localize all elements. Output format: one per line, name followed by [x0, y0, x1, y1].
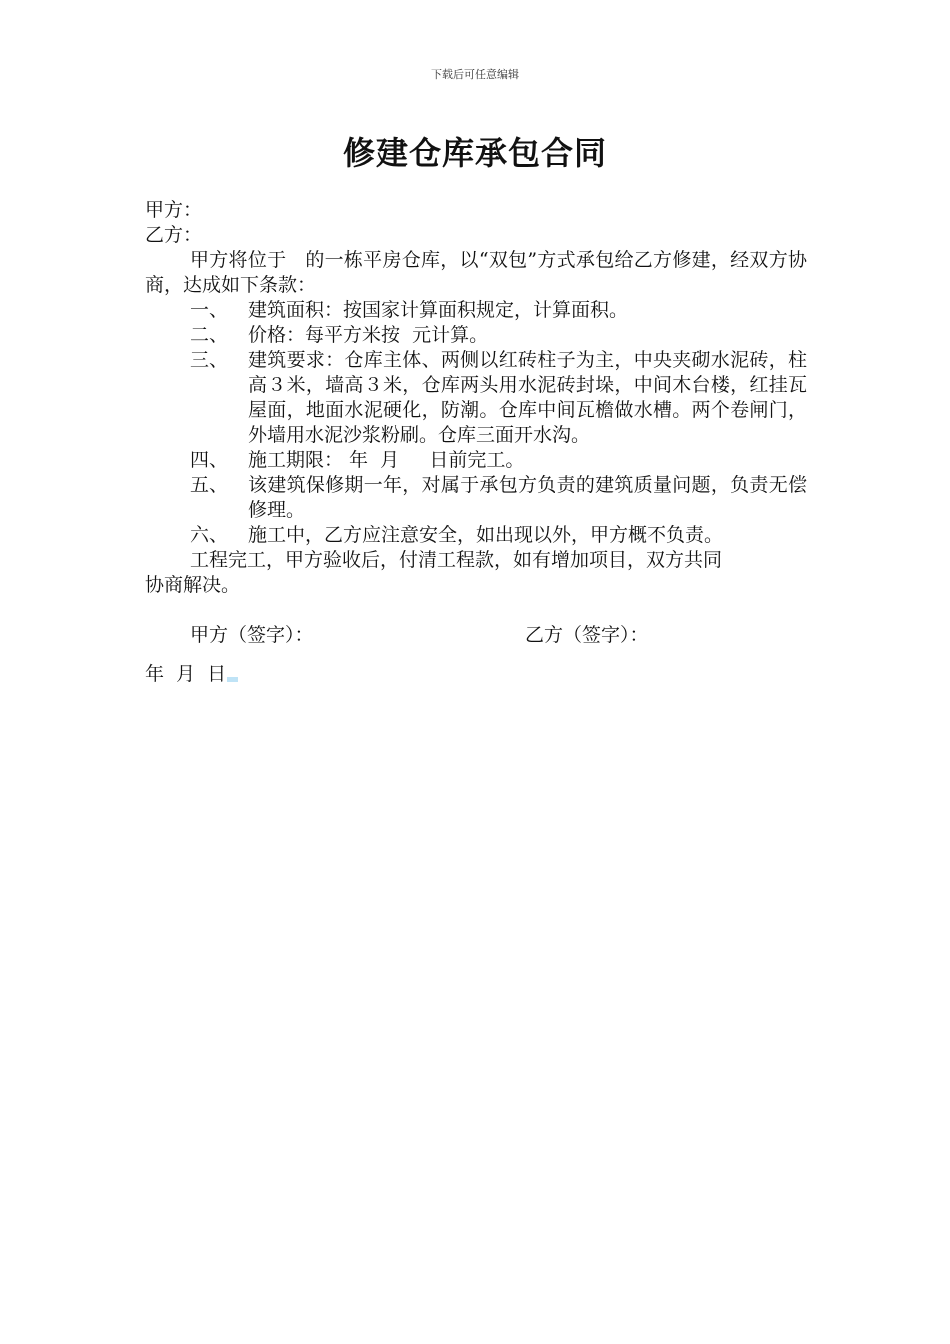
document-title: 修建仓库承包合同	[342, 134, 607, 172]
clause-number: 三、	[190, 349, 229, 371]
clause-text: 价格：每平方米按 元计算。	[248, 324, 489, 346]
clause-item	[145, 348, 807, 448]
clause-item	[145, 448, 807, 473]
party-b-signature: 乙方（签字）：	[525, 624, 649, 646]
clause-number: 四、	[190, 449, 229, 471]
header-note: 下载后可任意编辑	[431, 68, 519, 81]
clause-item	[145, 523, 807, 548]
clause-number: 六、	[190, 524, 229, 546]
clause-list	[145, 298, 807, 548]
clause-item	[145, 473, 807, 523]
clause-text: 施工期限： 年 月 日前完工。	[248, 449, 525, 471]
clause-text: 该建筑保修期一年，对属于承包方负责的建筑质量问题，负责无偿修理。	[248, 474, 807, 521]
closing-paragraph: 工程完工，甲方验收后，付清工程款，如有增加项目，双方共同	[190, 549, 723, 571]
party-a-line: 甲方：	[145, 199, 203, 221]
document-body	[145, 198, 807, 687]
text-cursor-mark	[227, 677, 238, 682]
clause-item	[145, 298, 807, 323]
party-a-signature: 甲方（签字）：	[190, 624, 314, 646]
clause-text: 施工中，乙方应注意安全，如出现以外，甲方概不负责。	[248, 524, 724, 546]
date-text: 年 月 日	[145, 663, 227, 685]
date-line	[145, 662, 807, 687]
clause-item	[145, 323, 807, 348]
party-b-line: 乙方：	[145, 224, 203, 246]
closing-continuation: 协商解决。	[145, 574, 241, 596]
signature-row	[145, 623, 807, 648]
clause-text: 建筑要求：仓库主体、两侧以红砖柱子为主，中央夹砌水泥砖，柱高３米，墙高３米，仓库两头用水泥砖封垛，中间木台楼，红挂瓦屋面，地面水泥硬化，防潮。仓库中间瓦檐做水槽。两个卷闸门，外墙用水泥沙浆粉刷。仓库三面开水沟。	[248, 349, 807, 446]
clause-number: 五、	[190, 474, 229, 496]
clause-number: 一、	[190, 299, 229, 321]
intro-paragraph: 甲方将位于 的一栋平房仓库，以“双包”方式承包给乙方修建，经双方协商，达成如下条款：	[145, 249, 807, 296]
clause-text: 建筑面积：按国家计算面积规定，计算面积。	[248, 299, 629, 321]
clause-number: 二、	[190, 324, 229, 346]
